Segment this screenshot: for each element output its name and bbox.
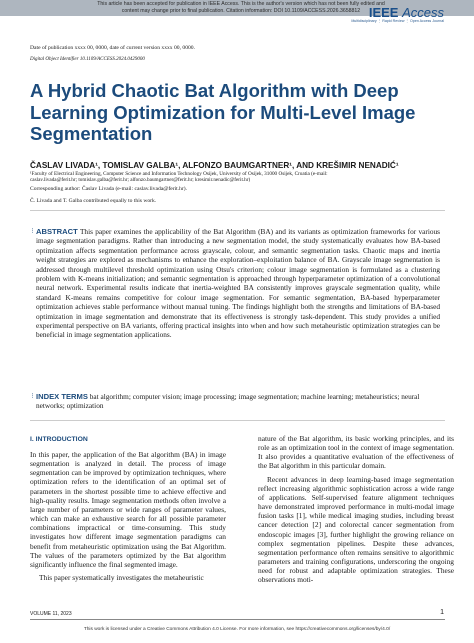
intro-paragraph-2: This paper systematically investigates the metaheuristic — [39, 573, 204, 583]
publication-dates: Date of publication xxxx 00, 0000, date of current version xxxx 00, 0000. — [30, 45, 195, 51]
section-heading: I. INTRODUCTION — [30, 436, 88, 443]
intro-paragraph-4: Recent advances in deep learning-based image segmentation reflect increasing algorithmic sophistication across a wide range of applications. Self-supervised feature alignment techniques have demonstrated improved performance in multi-modal image fusion tasks [1], while medical imaging studies, including breast cancer detection [2] and colorectal cancer segmentation from endoscopic images [3], further highlight the growing reliance on complex segmentation pipelines. Despite these advances, segmentation performance often remains sensitive to algorithmic parameters and training configurations, underscoring the ongoing need for robust and adaptable optimization strategies. These observations moti- — [258, 474, 454, 585]
intro-paragraph-3: nature of the Bat algorithm, its basic working principles, and its role as an optimization tool in the context of image segmentation. It also provides a quantitative evaluation of the effectiveness of the Bat algorithm in this particular domain. — [258, 434, 454, 471]
notice-line-2: content may change prior to final publication. Citation information: DOI 10.1109/ACCESS.2026.3658812 — [121, 7, 361, 14]
abstract-marker: ⋮ — [30, 228, 35, 234]
index-terms — [36, 392, 440, 411]
affiliation-line-1: ¹Faculty of Electrical Engineering, Computer Science and Information Technology Osijek, University of Osijek, 31000 Osijek, Croatia (e-mail: — [30, 171, 328, 177]
right-column — [258, 434, 454, 585]
logo-ieee: IEEE — [368, 5, 399, 20]
notice-line-1: This article has been accepted for publication in IEEE Access. This is the author's version which has not been fully edited and — [97, 1, 385, 7]
paper-title: A Hybrid Chaotic Bat Algorithm with Deep Learning Optimization for Multi-Level Image Segmentation — [30, 80, 416, 144]
volume-label: VOLUME 11, 2023 — [30, 611, 72, 617]
abstract-heading: ABSTRACT — [36, 227, 78, 236]
footer-divider — [30, 619, 445, 620]
index-terms-heading: INDEX TERMS — [36, 392, 88, 401]
index-terms-text: bat algorithm; computer vision; image processing; image segmentation; machine learning; metaheuristics; neural networks; optimization — [36, 392, 420, 411]
divider — [30, 420, 445, 421]
divider — [30, 210, 445, 211]
abstract — [36, 227, 440, 340]
index-terms-marker: ⋮ — [30, 393, 35, 399]
corresponding-author: Corresponding author: Časlav Livada (e-mail: caslav.livada@ferit.hr). — [30, 186, 188, 192]
left-column — [30, 450, 226, 582]
ieee-access-logo — [351, 6, 444, 24]
publication-notice — [96, 1, 386, 14]
license-notice: This work is licensed under a Creative Commons Attribution 4.0 License. For more information, see https://creativecommons.org/licenses/by/4.0/ — [83, 627, 391, 632]
affiliation — [30, 171, 450, 184]
doi-line: Digital Object Identifier 10.1109/ACCESS.2024.0429000 — [30, 57, 145, 62]
author-list: ČASLAV LIVADA¹, TOMISLAV GALBA¹, ALFONZO BAUMGARTNER¹, AND KREŠIMIR NENADIĆ¹ — [30, 161, 399, 170]
intro-paragraph-1: In this paper, the application of the Bat algorithm (BA) in image segmentation is analyzed in detail. The process of image segmentation can be improved by optimization techniques, where optimization refers to the identification of an optimal set of parameters in the shortest possible time to achieve effective and high-quality results. Image segmentation methods often involve a large number of parameters or wide ranges of parameter values, which can make an exhaustive search for all possible parameter combinations impractical or time-consuming. This study investigates how different image segmentation paradigms can benefit from metaheuristic optimization using the Bat Algorithm. The values of the parameters optimized by the Bat algorithm significantly influence the final segmented image. — [30, 450, 226, 569]
equal-contribution-note: Č. Livada and T. Galba contributed equally to this work. — [30, 198, 157, 204]
abstract-text: This paper examines the applicability of the Bat Algorithm (BA) and its variants as optimization frameworks for various image segmentation paradigms. Rather than introducing a new segmentation model, the study systematically evaluates how BA-based optimization affects segmentation performance across grayscale, colour, and semantic segmentation tasks. Chaotic maps and inertia weight strategies are explored as mechanisms to enhance the exploration–exploitation balance of BA. Grayscale image segmentation is addressed through multilevel threshold optimization using Otsu's criterion; colour image segmentation is formulated as a clustering problem with K-means initialization; and semantic segmentation is approached through hyperparameter optimization of a convolutional neural network. Experimental results indicate that inertia-weighted BA consistently improves grayscale segmentation quality, while standard K-means remains competitive for colour image segmentation. For semantic segmentation, BA-based hyperparameter optimization achieves stable performance without manual tuning. The findings highlight both the strengths and limitations of BA-based optimization in image segmentation and demonstrate that its effectiveness is strongly task-dependent. This study provides a unified experimental perspective on BA variants, offering practical insights into when and how such metaheuristic optimization strategies can be beneficial in image segmentation applications. — [36, 227, 440, 340]
logo-tagline: Multidisciplinary ⋮ Rapid Review ⋮ Open Access Journal — [351, 19, 444, 23]
page-number: 1 — [440, 609, 444, 616]
affiliation-line-2: caslav.livada@ferit.hr; tomislav.galba@ferit.hr; alfonzo.baumgartner@ferit.hr; kresimir.nenadic@ferit.hr) — [30, 177, 251, 184]
logo-access: Access — [402, 5, 444, 20]
